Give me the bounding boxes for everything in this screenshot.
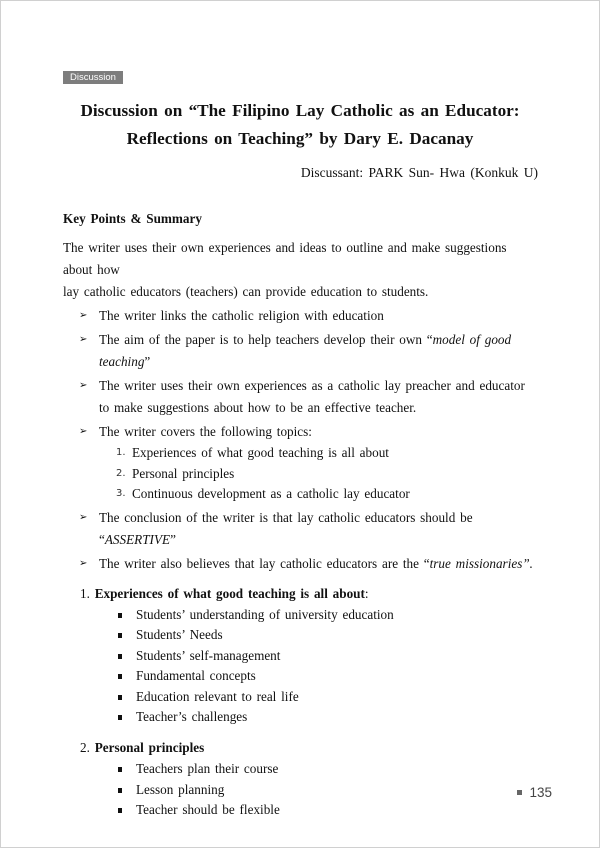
bullet-text: ” (170, 531, 176, 547)
section-colon: : (364, 585, 369, 601)
topic-text: Personal principles (132, 465, 235, 481)
arrow-bullet-icon: ➢ (79, 334, 88, 345)
section-number: 2. (80, 740, 90, 756)
list-item: Students’ understanding of university education (118, 605, 538, 626)
topics-list (99, 443, 538, 505)
arrow-bullet-icon: ➢ (79, 511, 88, 523)
bullet-emphasis: true missionaries”. (429, 555, 533, 571)
topic-text: Experiences of what good teaching is all about (132, 445, 389, 460)
list-item: Teachers plan their course (118, 759, 538, 780)
section-tag: Discussion (63, 71, 123, 84)
list-item (77, 375, 538, 419)
bullet-text: ” (144, 354, 151, 369)
experiences-list (63, 605, 538, 729)
section-title: Experiences of what good teaching is all about (94, 585, 365, 601)
principles-list (63, 759, 538, 821)
intro-line-1: The writer uses their own experiences and ideas to outline and make suggestions about how (63, 240, 507, 277)
section-experiences (63, 583, 538, 729)
list-item (77, 507, 538, 551)
list-item: Lesson planning (118, 780, 538, 801)
arrow-bullet-icon: ➢ (79, 310, 88, 321)
list-item: Students’ self-management (118, 646, 538, 667)
section-principles (63, 737, 538, 821)
list-item: Education relevant to real life (118, 687, 538, 708)
list-item (116, 464, 538, 485)
summary-bullet-list (63, 305, 538, 575)
title-line-2: Reflections on Teaching” by Dary E. Dacanay (126, 129, 474, 148)
intro-line-2: lay catholic educators (teachers) can provide education to students. (63, 284, 429, 299)
main-content (63, 210, 538, 821)
list-item (77, 305, 538, 327)
bullet-emphasis: model of good teaching (99, 332, 512, 369)
key-points-heading: Key Points & Summary (63, 211, 202, 226)
intro-paragraph (63, 237, 538, 303)
arrow-bullet-icon: ➢ (79, 426, 88, 437)
page-title (0, 97, 600, 153)
list-item (116, 484, 538, 505)
bullet-text: The aim of the paper is to help teachers develop their own “ (99, 332, 433, 347)
topic-text: Continuous development as a catholic lay educator (132, 486, 410, 501)
topic-number: 1. (116, 447, 126, 458)
list-item: Students’ Needs (118, 625, 538, 646)
page-number-text: 135 (529, 785, 552, 800)
bullet-text: The writer links the catholic religion with education (99, 308, 384, 323)
page-number (517, 785, 552, 800)
bullet-text: The writer uses their own experiences as a catholic lay preacher and educator to make suggestions about how to be an effective teacher. (99, 378, 525, 415)
topic-number: 3. (116, 488, 126, 499)
page-marker-icon (517, 790, 522, 795)
list-item (77, 553, 538, 575)
bullet-text: The conclusion of the writer is that lay catholic educators should be “ (99, 509, 473, 547)
topic-number: 2. (116, 467, 126, 479)
title-line-1: Discussion on “The Filipino Lay Catholic as an Educator: (80, 101, 520, 120)
arrow-bullet-icon: ➢ (79, 557, 88, 569)
bullet-emphasis: ASSERTIVE (104, 531, 171, 547)
section-heading (63, 583, 538, 605)
list-item: Teacher’s challenges (118, 707, 538, 728)
list-item (116, 443, 538, 464)
section-heading (63, 737, 538, 759)
list-item (77, 329, 538, 373)
bullet-text: The writer covers the following topics: (99, 424, 312, 439)
list-item: Teacher should be flexible (118, 800, 538, 821)
list-item: Fundamental concepts (118, 666, 538, 687)
list-item (77, 421, 538, 505)
section-title: Personal principles (94, 740, 205, 756)
bullet-text: The writer also believes that lay catholic educators are the “ (99, 555, 430, 571)
section-number: 1. (80, 585, 90, 601)
discussant-line: Discussant: PARK Sun- Hwa (Konkuk U) (300, 165, 538, 180)
arrow-bullet-icon: ➢ (79, 380, 88, 391)
